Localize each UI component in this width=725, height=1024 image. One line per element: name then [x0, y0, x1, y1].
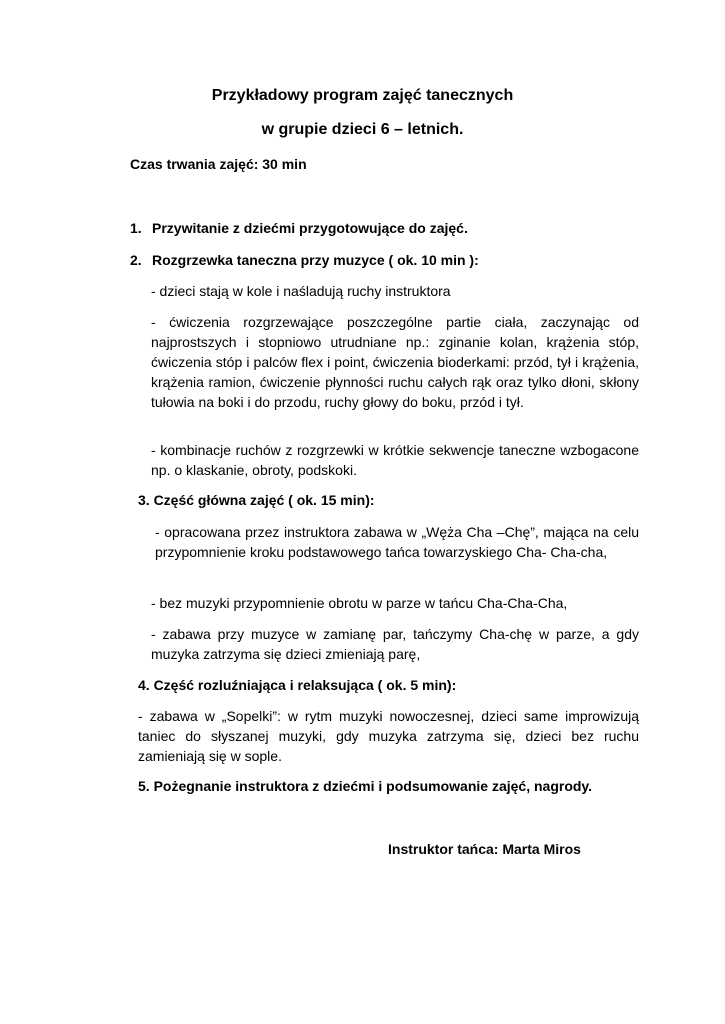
section-1-number: 1.	[130, 220, 142, 236]
section-2-title: Rozgrzewka taneczna przy muzyce ( ok. 10 min ):	[152, 252, 479, 268]
section-2-item-2: - ćwiczenia rozgrzewające poszczególne partie ciała, zaczynając od najprostszych i stopniowo utrudniane np.: zginanie kolan, krążenia stóp, ćwiczenia stóp i palców flex i point, ćwiczenia bioderkami: przód, tył i krążenia, krążenia ramion, ćwiczenie płynności ruchu całych rąk oraz tylko dłoni, skłony tułowia na boki i do przodu, ruchy głowy do boku, przód i tył.	[151, 314, 639, 410]
section-2-heading	[130, 250, 479, 270]
section-2-number: 2.	[130, 252, 142, 268]
section-5-heading: 5. Pożegnanie instruktora z dziećmi i podsumowanie zajęć, nagrody.	[138, 778, 593, 794]
signature: Instruktor tańca: Marta Miros	[388, 841, 581, 857]
title-line-1: Przykładowy program zajęć tanecznych	[211, 87, 514, 104]
section-1-heading	[130, 218, 468, 238]
title-line-2: w grupie dzieci 6 – letnich.	[261, 121, 464, 138]
duration-line: Czas trwania zajęć: 30 min	[130, 156, 307, 172]
section-2-item-3: - kombinacje ruchów z rozgrzewki w krótkie sekwencje taneczne wzbogacone np. o klaskanie, obroty, podskoki.	[151, 442, 639, 478]
section-3-heading: 3. Część główna zajęć ( ok. 15 min):	[138, 492, 375, 508]
section-1-title: Przywitanie z dziećmi przygotowujące do zajęć.	[152, 220, 468, 236]
section-3-item-2: - bez muzyki przypomnienie obrotu w parze w tańcu Cha-Cha-Cha,	[151, 595, 568, 611]
section-4-heading: 4. Część rozluźniająca i relaksująca ( ok. 5 min):	[138, 677, 457, 693]
section-2-item-1: - dzieci stają w kole i naśladują ruchy instruktora	[151, 283, 451, 299]
section-4-item-1: - zabawa w „Sopelki”: w rytm muzyki nowoczesnej, dzieci same improwizują taniec do słyszanej muzyki, gdy muzyka zatrzyma się, dzieci bez ruchu zamieniają się w sople.	[138, 708, 639, 764]
section-3-item-1: - opracowana przez instruktora zabawa w „Węża Cha –Chę”, mająca na celu przypomnienie kroku podstawowego tańca towarzyskiego Cha- Cha-cha,	[155, 524, 639, 560]
section-3-item-3: - zabawa przy muzyce w zamianę par, tańczymy Cha-chę w parze, a gdy muzyka zatrzyma się dzieci zmieniają parę,	[151, 626, 639, 662]
